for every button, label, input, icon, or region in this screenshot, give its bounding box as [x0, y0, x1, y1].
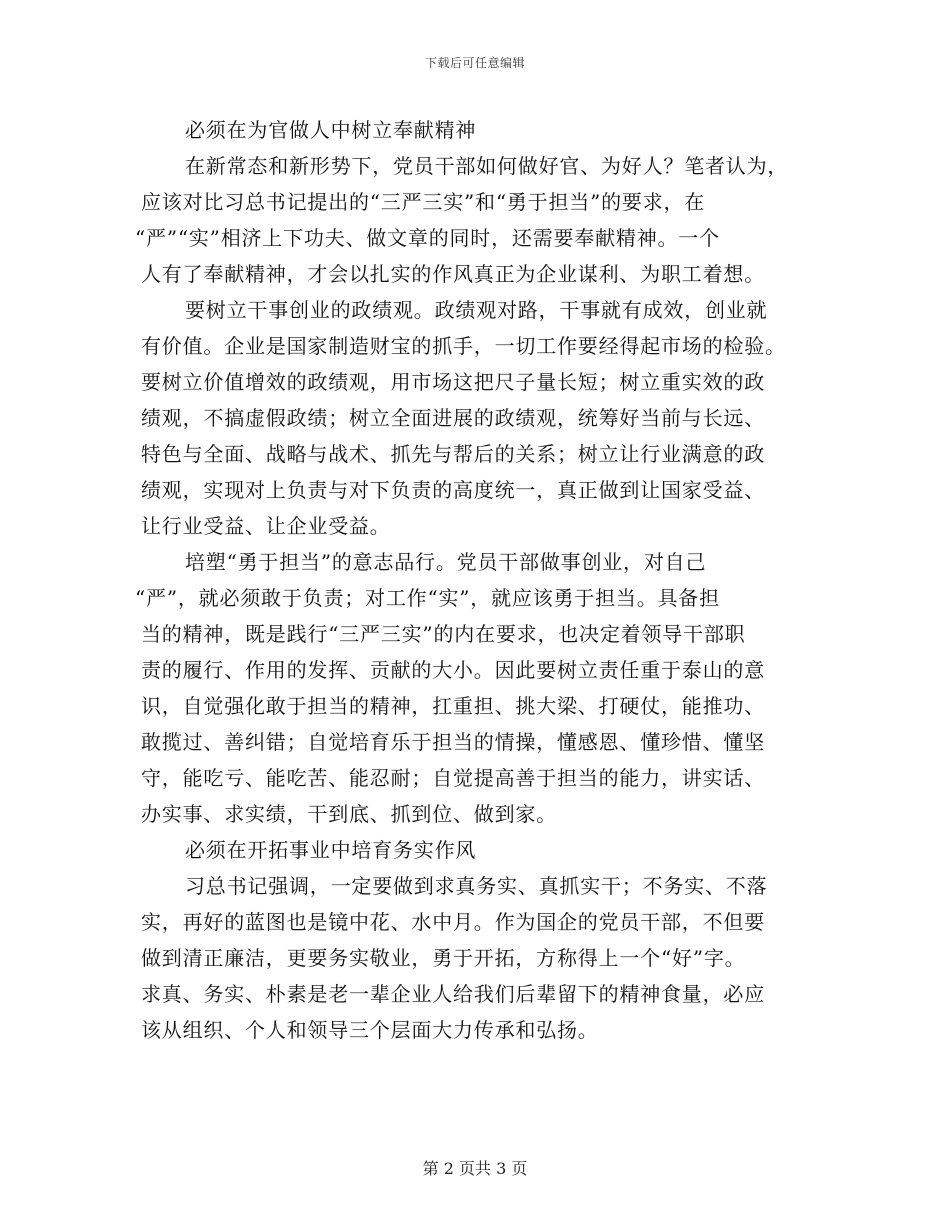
paragraph-line: 特色与全面、战略与战术、抓先与帮后的关系；树立让行业满意的政	[141, 442, 765, 466]
paragraph-line: 识，自觉强化敢于担当的精神，扛重担、挑大梁、打硬仗，能推功、	[141, 694, 765, 718]
paragraph-line: 求真、务实、朴素是老一辈企业人给我们后辈留下的精神食量，必应	[141, 982, 765, 1006]
paragraph-line: 实，再好的蓝图也是镜中花、水中月。作为国企的党员干部，不但要	[141, 910, 765, 934]
paragraph-line: 培塑“勇于担当”的意志品行。党员干部做事创业，对自己	[185, 550, 707, 574]
paragraph-line: 让行业受益、让企业受益。	[141, 514, 391, 538]
paragraph-line: 当的精神，既是践行“三严三实”的内在要求，也决定着领导干部职	[141, 622, 746, 646]
paragraph-line: 守，能吃亏、能吃苦、能忍耐；自觉提高善于担当的能力，讲实话、	[141, 766, 765, 790]
paragraph-line: 办实事、求实绩，干到底、抓到位、做到家。	[141, 802, 557, 826]
paragraph-line: 有价值。企业是国家制造财宝的抓手，一切工作要经得起市场的检验。	[141, 334, 786, 358]
paragraph-line: 该从组织、个人和领导三个层面大力传承和弘扬。	[141, 1018, 599, 1042]
paragraph-line: 人有了奉献精神，才会以扎实的作风真正为企业谋利、为职工着想。	[141, 262, 765, 286]
paragraph-line: 敢揽过、善纠错；自觉培育乐于担当的情操，懂感恩、懂珍惜、懂坚	[141, 730, 765, 754]
paragraph-line: 绩观，实现对上负责与对下负责的高度统一，真正做到让国家受益、	[141, 478, 765, 502]
paragraph-line: 责的履行、作用的发挥、贡献的大小。因此要树立责任重于泰山的意	[141, 658, 765, 682]
paragraph-line: 绩观，不搞虚假政绩；树立全面进展的政绩观，统筹好当前与长远、	[141, 406, 765, 430]
paragraph-line: “严”“实”相济上下功夫、做文章的同时，还需要奉献精神。一个	[135, 226, 720, 250]
document-body	[135, 112, 813, 1048]
paragraph-line: 习总书记强调，一定要做到求真务实、真抓实干；不务实、不落	[185, 874, 768, 898]
section-heading: 必须在为官做人中树立奉献精神	[185, 118, 477, 142]
page-header: 下载后可任意编辑	[424, 56, 525, 70]
paragraph-line: 要树立干事创业的政绩观。政绩观对路，干事就有成效，创业就	[185, 298, 768, 322]
paragraph-line: 应该对比习总书记提出的“三严三实”和“勇于担当”的要求，在	[141, 190, 706, 214]
paragraph-line: 要树立价值增效的政绩观，用市场这把尺子量长短；树立重实效的政	[141, 370, 765, 394]
paragraph-line: “严”，就必须敢于负责；对工作“实”，就应该勇于担当。具备担	[135, 586, 720, 610]
paragraph-line: 在新常态和新形势下，党员干部如何做好官、为好人？笔者认为，	[185, 154, 789, 178]
page-footer: 第 2 页共 3 页	[422, 1159, 528, 1178]
section-heading: 必须在开拓事业中培育务实作风	[185, 838, 477, 862]
paragraph-line: 做到清正廉洁，更要务实敬业，勇于开拓，方称得上一个“好”字。	[141, 946, 746, 970]
